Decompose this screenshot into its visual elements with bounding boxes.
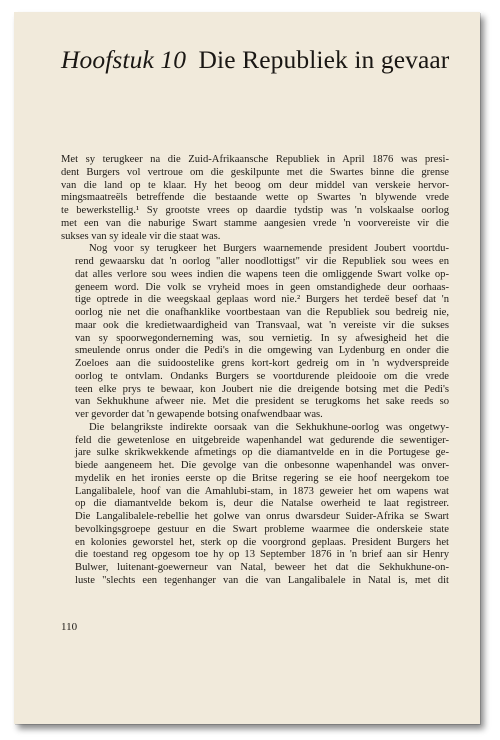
text-line: oorlog te ontvlam. Ondanks Burgers se voortdurende pleidooie om die vrede <box>75 370 449 382</box>
text-line: rend gewaarsku dat 'n oorlog "aller noodlottigst" vir die Republiek sou wees en <box>75 256 449 267</box>
text-line: Die belangrikste indirekte oorsaak van die Sekhukhune-oorlog was ongetwy- <box>89 421 449 433</box>
text-line: Met sy terugkeer na die Zuid-Afrikaansche Republiek in April 1876 was presi- <box>61 154 449 165</box>
text-line: Langalibalele, hoof van die Amahlubi-stam, in 1873 geweier het om wapens wat <box>75 485 449 497</box>
text-line: teen elke prys te bewaar, kon Joubert nie die dreigende botsing met die Pedi's <box>75 383 449 395</box>
text-line: Bulwer, luitenant-goewerneur van Natal, beweer het dat die Sekhukhune-on- <box>75 562 449 573</box>
text-line: Die Langalibalele-rebellie het golwe van onrus dwarsdeur Suider-Afrika se Swart <box>75 511 449 522</box>
text-line: op die diamantvelde bekom is, deur die Natalse owerheid te laat registreer. <box>75 498 449 510</box>
text-line: feld die gewetenlose en uitgebreide wapenhandel wat gedurende die sewentiger- <box>75 434 449 446</box>
page-number: 110 <box>61 621 78 633</box>
chapter-number: Hoofstuk 10 <box>61 45 187 74</box>
paragraph-2 <box>61 243 449 422</box>
paragraph-3 <box>61 422 449 588</box>
text-line: van sy spoorwegonderneming was, sou vernietig. In sy afwesigheid het die <box>75 332 449 344</box>
body-text <box>61 154 449 588</box>
text-line: die toestand reg opgesom toe hy op 13 September 1876 in 'n brief aan sir Henry <box>75 549 449 561</box>
text-line: jare sulke skrikwekkende afmetings op die diamantvelde en in die Portugese ge- <box>75 447 449 459</box>
text-line: dat alles verlore sou wees indien die wapens teen die omliggende Swart volke op- <box>75 268 449 280</box>
text-line: bevolkingsgroepe gestuur en die Swart probleme waarmee die onderskeie state <box>75 523 449 535</box>
text-line: biede aangeneem het. Die gevolge van die onbesonne wapenhandel was onver- <box>75 460 449 471</box>
text-line: tige optrede in die weegskaal geplaas word nie.² Burgers het terdeë besef dat 'n <box>75 294 449 306</box>
text-line: oorlog nie net die onafhanklike voortbestaan van die Republiek sou bedreig nie, <box>75 307 449 318</box>
text-line: met een van die naburige Swart stamme aangesien vrede 'n voorvereiste vir die <box>61 217 449 229</box>
text-line: van die land op te klaar. Hy het beoog om deur middel van verskeie hervor- <box>61 179 449 191</box>
text-line: van Sekhukhune afweer nie. Met die president se terugkoms het sake reeds so <box>75 396 449 408</box>
text-line: ver gevorder dat 'n gewapende botsing onafwendbaar was. <box>75 409 323 420</box>
chapter-title: Die Republiek in gevaar <box>198 45 450 74</box>
chapter-heading <box>61 45 449 75</box>
book-page <box>14 12 480 724</box>
text-line: dent Burgers vol vertroue om die geskilpunte met die Swartes binne die grense <box>61 166 449 178</box>
text-line: mydelik en het ironies eerste op die Britse regering se eie hoof neergekom toe <box>75 472 449 484</box>
text-line: sukses van sy ideale vir die staat was. <box>61 230 221 242</box>
text-line: smeulende onrus onder die Pedi's in die omgewing van Lydenburg en onder die <box>75 345 449 357</box>
paragraph-1 <box>61 154 449 243</box>
text-line: te bewerkstellig.¹ Sy grootste vrees op daardie tydstip was 'n volskaalse oorlog <box>61 205 449 216</box>
text-line: Nog voor sy terugkeer het Burgers waarnemende president Joubert voortdu- <box>89 243 449 255</box>
text-line: Zoeloes aan die suidoostelike grens kort-kort gedreig om in 'n wydverspreide <box>75 358 449 369</box>
text-line: luste "slechts een tegenhanger van die van Langalibalele in Natal is, met dit <box>75 574 449 586</box>
text-line: en kolonies geworstel het, sterk op die voorgrond geplaas. President Burgers het <box>75 536 449 548</box>
text-line: maar ook die kredietwaardigheid van Transvaal, wat 'n vereiste vir die sukses <box>75 319 449 331</box>
text-line: geneem word. Die volk se vryheid moes in geen omstandighede deur oorhaas- <box>75 281 449 293</box>
text-line: mingsmaatreëls betreffende die bestaande wette op Swartes 'n blywende vrede <box>61 192 449 204</box>
